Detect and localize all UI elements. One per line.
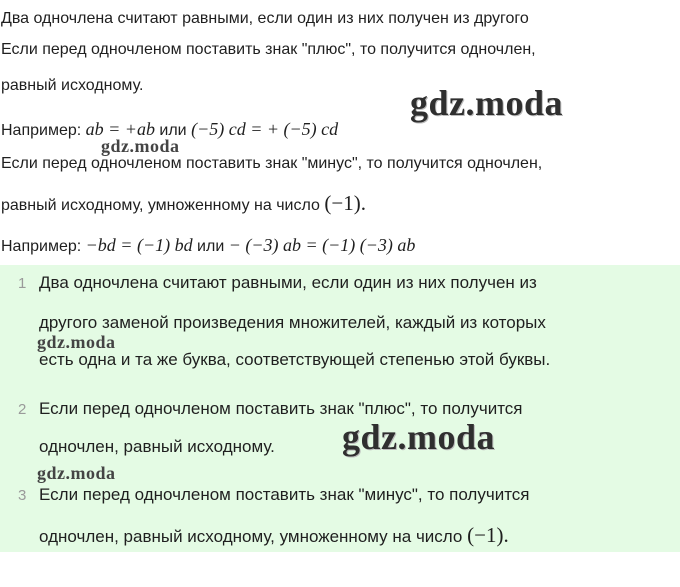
example-2-or: или — [197, 238, 225, 255]
intro-line-5 — [1, 191, 366, 216]
answer-number-2: 2 — [18, 401, 27, 418]
watermark-small-2: gdz.moda — [37, 332, 116, 352]
intro-line-1: Два одночлена считают равными, если один из них получен из другого — [1, 10, 529, 27]
example-2-formula-b: − (−3) ab = (−1) (−3) ab — [228, 235, 416, 255]
example-2-formula-a: −bd = (−1) bd — [85, 235, 193, 255]
example-1-or: или — [159, 122, 187, 139]
watermark-large-2: gdz.moda — [342, 417, 496, 457]
watermark-small-1: gdz.moda — [101, 136, 180, 156]
example-1-formula-b: (−5) cd = + (−5) cd — [191, 119, 339, 139]
answer-number-3: 3 — [18, 487, 27, 504]
intro-line-2: Если перед одночленом поставить знак "плюс", то получится одночлен, — [1, 41, 536, 58]
answer-3-line-2-text: одночлен, равный исходному, умноженному на число — [39, 527, 463, 546]
intro-line-5-number: (−1). — [324, 191, 366, 215]
watermark-small-3: gdz.moda — [37, 463, 116, 483]
watermark-large-1: gdz.moda — [410, 83, 564, 123]
answer-2-line-1: Если перед одночленом поставить знак "плюс", то получится — [39, 399, 523, 418]
answer-2-line-2: одночлен, равный исходному. — [39, 437, 275, 456]
answer-3-line-2 — [39, 523, 509, 548]
intro-line-4: Если перед одночленом поставить знак "минус", то получится одночлен, — [1, 155, 543, 172]
answer-3-number: (−1). — [467, 523, 509, 547]
answer-1-line-1: Два одночлена считают равными, если один из них получен из — [39, 273, 537, 292]
intro-line-3: равный исходному. — [1, 77, 144, 94]
answer-box — [0, 265, 680, 552]
example-1-formula-a: ab = +ab — [85, 119, 155, 139]
example-2 — [1, 235, 415, 256]
answer-3-line-1: Если перед одночленом поставить знак "минус", то получится — [39, 485, 530, 504]
answer-number-1: 1 — [18, 275, 27, 292]
intro-line-5-text: равный исходному, умноженному на число — [1, 197, 320, 214]
example-1-label: Например: — [1, 122, 82, 139]
answer-1-line-2: другого заменой произведения множителей, каждый из которых — [39, 313, 546, 332]
example-2-label: Например: — [1, 238, 82, 255]
answer-1-line-3: есть одна и та же буква, соответствующей степенью этой буквы. — [39, 350, 551, 369]
